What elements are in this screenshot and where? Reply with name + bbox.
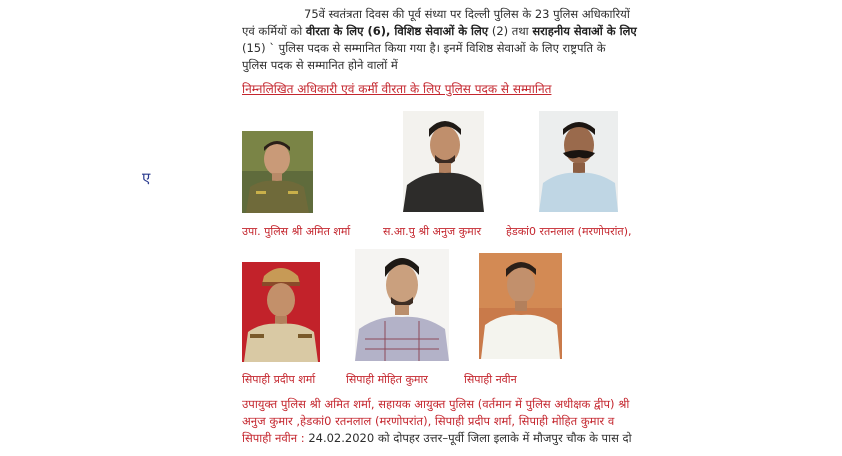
officer-photo-2 (403, 111, 484, 212)
officer-caption-4: सिपाही प्रदीप शर्मा (242, 373, 316, 386)
officer-portrait-1 (242, 131, 313, 213)
citation-paragraph (242, 396, 640, 447)
citation-line-1: उपायुक्त पुलिस श्री अमित शर्मा, सहायक आयुक्त पुलिस (वर्तमान में पुलिस अधीक्षक द्वीप) श्री (242, 397, 630, 411)
officer-caption-5: सिपाही मोहित कुमार (346, 373, 428, 386)
officer-photo-3 (539, 111, 618, 212)
officer-caption-1: उपा. पुलिस श्री अमित शर्मा (242, 225, 351, 238)
intro-line-1: 75वें स्वतंत्रता दिवस की पूर्व संध्या पर दिल्ली पुलिस के 23 पुलिस अधिकारियों (304, 7, 630, 21)
officer-portrait-3 (539, 111, 618, 212)
officer-caption-6: सिपाही नवीन (464, 373, 517, 386)
officer-photo-1 (242, 131, 313, 213)
officer-portrait-4 (242, 262, 320, 362)
intro-line-4: पुलिस पदक से सम्मानित होने वालों में (242, 58, 398, 72)
citation-line-2: अनुज कुमार ,हेडकां0 रतनलाल (मरणोपरांत), सिपाही प्रदीप शर्मा, सिपाही मोहित कुमार व (242, 414, 615, 428)
intro-line-3: (15) ` पुलिस पदक से सम्मानित किया गया है। इनमें विशिष्ठ सेवाओं के लिए राष्ट्रपति के (242, 41, 606, 55)
officer-caption-3: हेडकां0 रतनलाल (मरणोपरांत), (506, 225, 632, 238)
gallantry-count-text: वीरता के लिए (6), विशिष्ठ सेवाओं के लिए (305, 24, 489, 38)
officer-caption-2: स.आ.पु श्री अनुज कुमार (383, 225, 482, 238)
intro-line-2: एवं कर्मियों को वीरता के लिए (6), विशिष्ठ सेवाओं के लिए (2) तथा सराहनीय सेवाओं के लिए (242, 24, 637, 38)
officer-portrait-5 (355, 249, 449, 361)
officer-portrait-6 (479, 253, 562, 359)
officer-photo-4 (242, 262, 320, 362)
intro-paragraph (242, 6, 640, 74)
section-heading: निम्नलिखित अधिकारी एवं कर्मी वीरता के लिए पुलिस पदक से सम्मानित (242, 82, 552, 96)
citation-line-3: सिपाही नवीन : 24.02.2020 को दोपहर उत्तर–पूर्वी जिला इलाके में मौजपुर चौक के पास दो (242, 431, 632, 445)
officer-photo-6 (479, 253, 562, 359)
meritorious-text: सराहनीय सेवाओं के लिए (532, 24, 637, 38)
margin-mark: ए (142, 169, 151, 187)
officer-photo-5 (355, 249, 449, 361)
officer-portrait-2 (403, 111, 484, 212)
